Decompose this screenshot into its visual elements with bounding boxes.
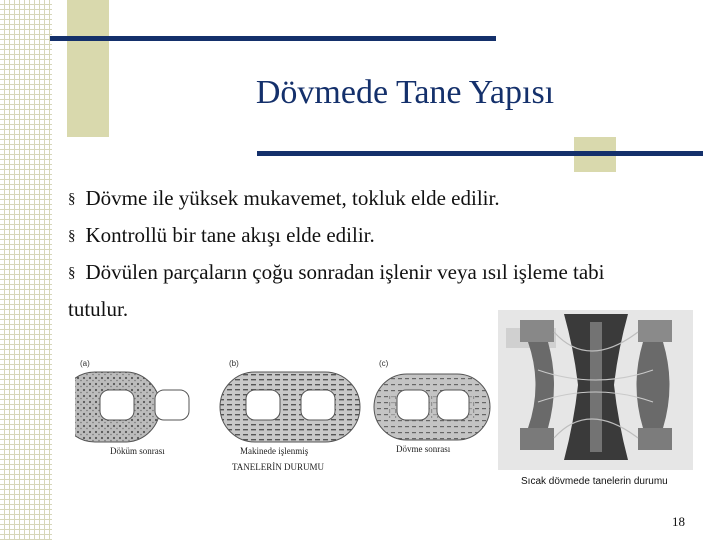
bullet-item [68,181,668,218]
bullet-list [68,181,668,326]
title-rule-bottom [257,151,703,156]
slide-title: Dövmede Tane Yapısı [255,74,555,111]
decorative-block-left [67,0,109,137]
panel-c-label: (c) [379,359,389,368]
panel-b [220,372,360,442]
panel-a-label: (a) [80,359,90,368]
bullet-text: Kontrollü bir tane akışı elde edilir. [85,223,375,247]
photo-caption: Sıcak dövmede tanelerin durumu [521,476,668,487]
title-rule-top [50,36,496,41]
panel-a-caption: Döküm sonrası [110,446,165,456]
bullet-icon: § [68,191,76,207]
bullet-text: Dövme ile yüksek mukavemet, tokluk elde edilir. [85,186,500,210]
panel-b-caption: Makinede işlenmiş [240,446,309,456]
panel-b-label: (b) [229,359,239,368]
bullet-icon: § [68,228,76,244]
decorative-grid-strip [0,0,52,540]
panel-a [75,372,189,442]
bullet-item [68,218,668,255]
page-number: 18 [672,514,685,529]
bullet-text: Dövülen parçaların çoğu sonradan işlenir veya ısıl işleme tabi tutulur. [68,260,605,321]
panel-c [374,374,490,440]
panel-c-caption: Dövme sonrası [396,444,451,454]
figure-subcaption: TANELERİN DURUMU [232,462,325,472]
bullet-icon: § [68,265,76,281]
hot-forging-photo [498,310,693,470]
